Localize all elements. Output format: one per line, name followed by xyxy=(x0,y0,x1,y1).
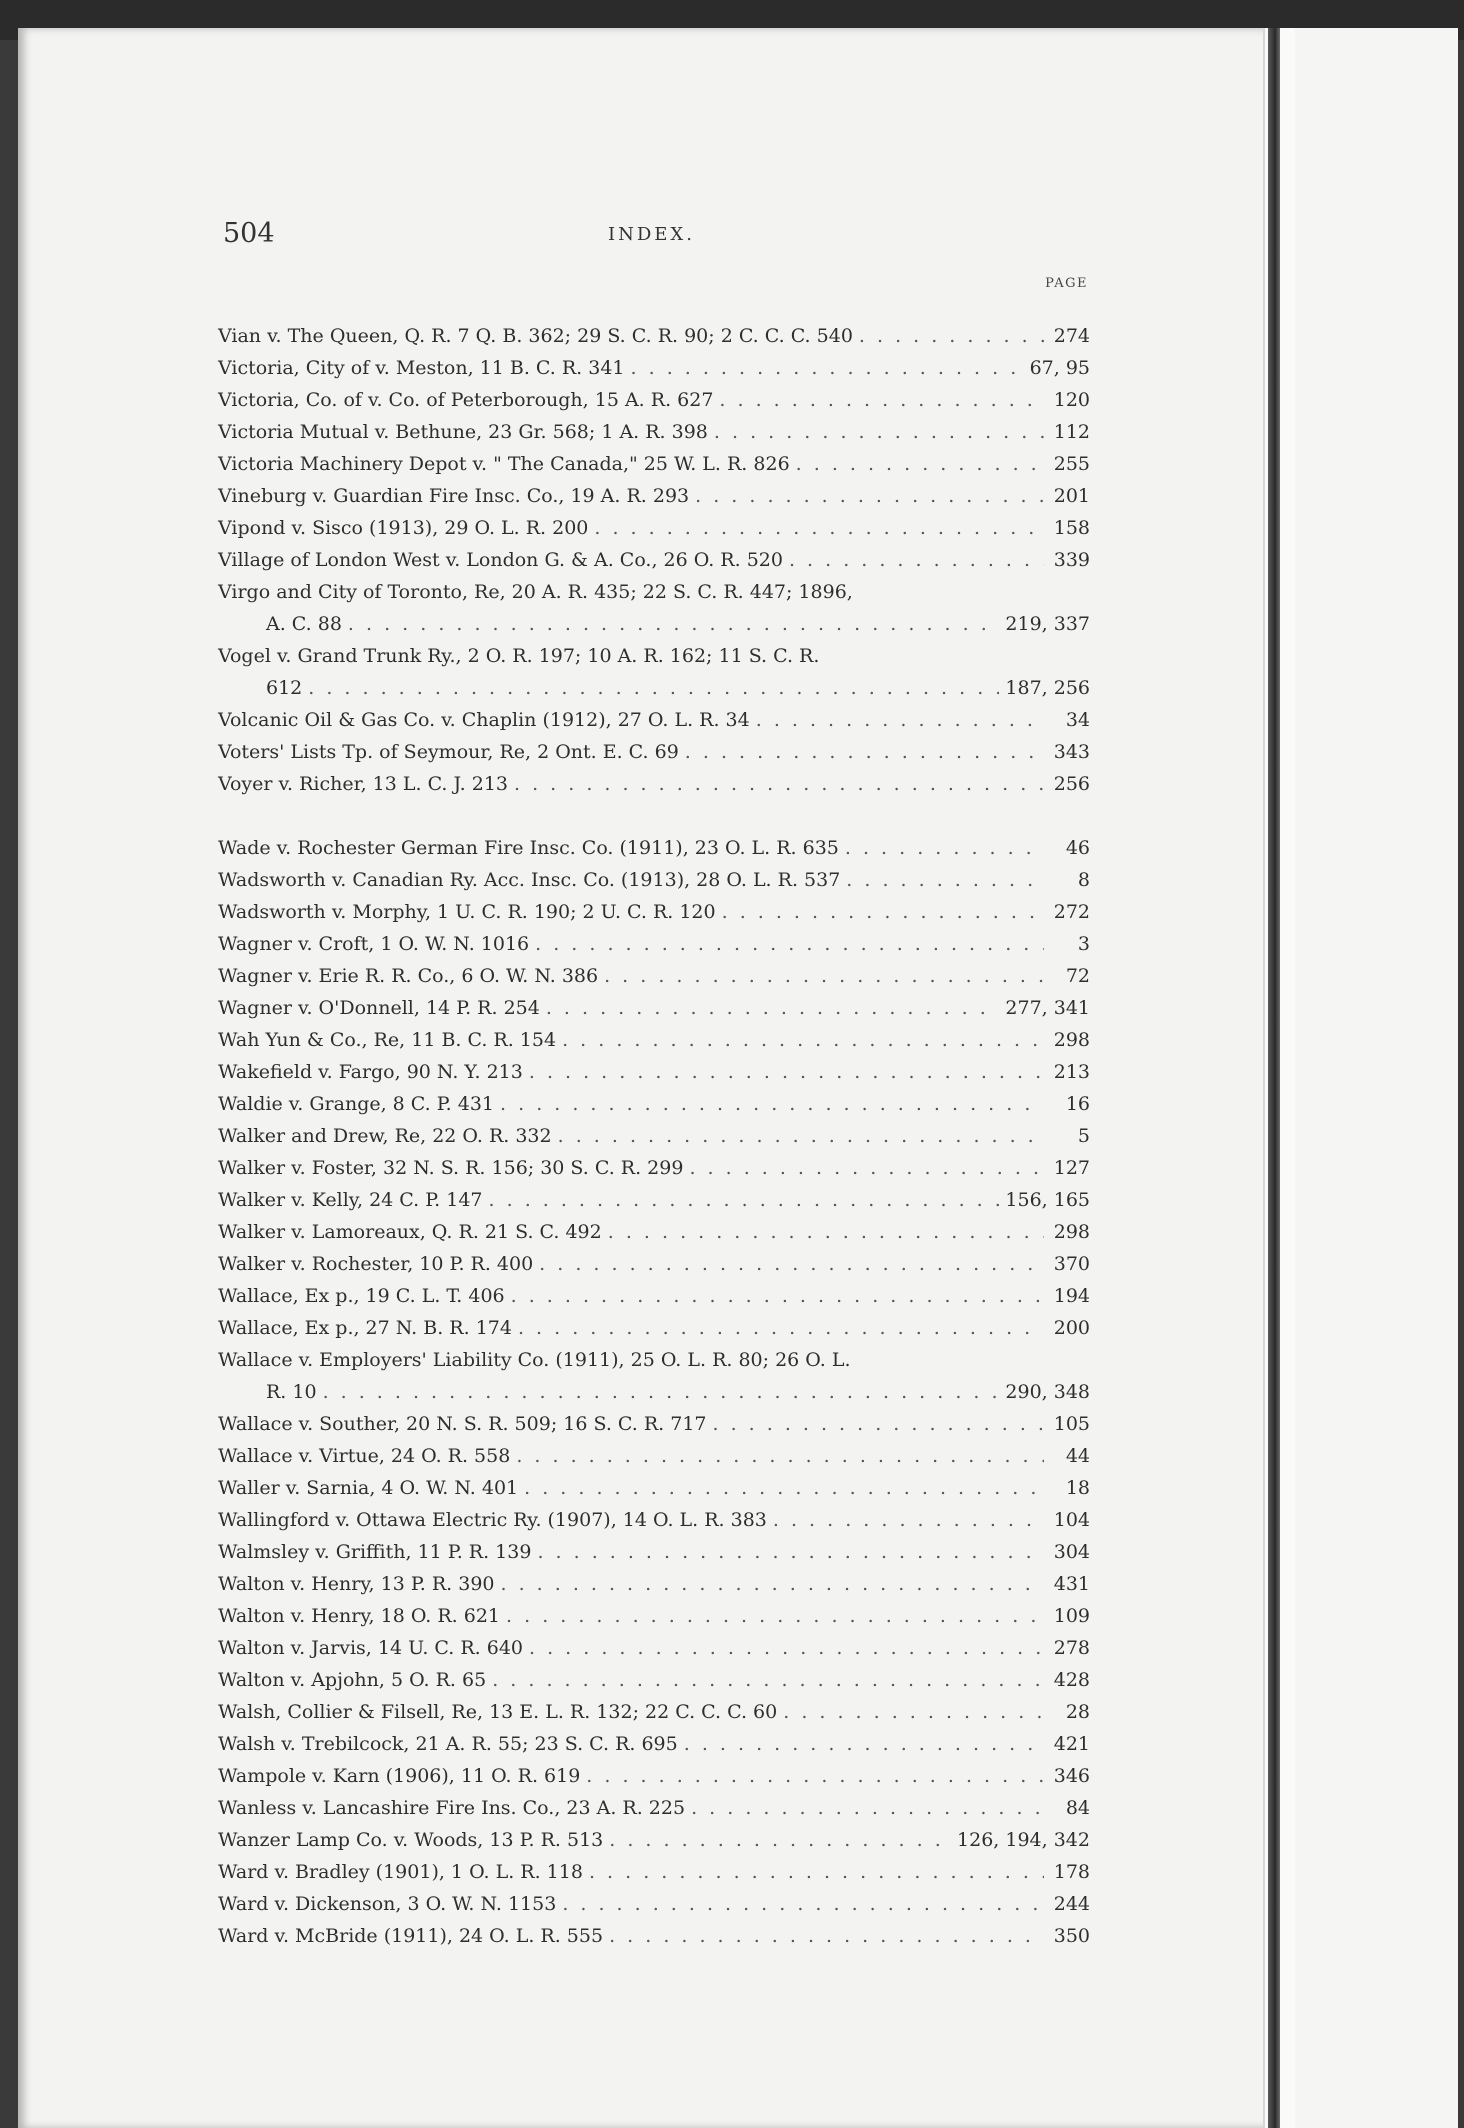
entry-page-refs: 187, 256 xyxy=(1005,677,1090,699)
index-entry xyxy=(218,480,1090,512)
entry-page-refs: 158 xyxy=(1053,517,1090,539)
facing-page-edge xyxy=(1295,28,1458,2128)
index-entry xyxy=(218,1760,1090,1792)
index-entry-continuation xyxy=(218,608,1090,640)
leader-dots xyxy=(714,416,1044,448)
index-entry xyxy=(218,1056,1090,1088)
index-entry xyxy=(218,960,1090,992)
leader-dots xyxy=(859,320,1044,352)
index-entry xyxy=(218,320,1090,352)
leader-dots xyxy=(631,352,1024,384)
entry-title: Waldie v. Grange, 8 C. P. 431 xyxy=(218,1093,495,1115)
index-entry xyxy=(218,992,1090,1024)
entry-title: Voyer v. Richer, 13 L. C. J. 213 xyxy=(218,773,508,795)
leader-dots xyxy=(608,1216,1044,1248)
index-entry xyxy=(218,576,1090,608)
leader-dots xyxy=(586,1760,1044,1792)
leader-dots xyxy=(489,1184,1000,1216)
leader-dots xyxy=(695,480,1044,512)
leader-dots xyxy=(308,672,999,704)
entry-title: Walsh, Collier & Filsell, Re, 13 E. L. R. 132; 22 C. C. C. 60 xyxy=(218,1701,778,1723)
entry-title: Vian v. The Queen, Q. R. 7 Q. B. 362; 29 S. C. R. 90; 2 C. C. C. 540 xyxy=(218,325,853,347)
entry-title: Wagner v. Croft, 1 O. W. N. 1016 xyxy=(218,933,530,955)
index-entry xyxy=(218,1024,1090,1056)
entry-page-refs: 298 xyxy=(1053,1029,1090,1051)
entry-page-refs: 16 xyxy=(1065,1093,1090,1115)
leader-dots xyxy=(589,1856,1044,1888)
entry-title: Wadsworth v. Morphy, 1 U. C. R. 190; 2 U. C. R. 120 xyxy=(218,901,716,923)
entry-page-refs: 277, 341 xyxy=(1005,997,1090,1019)
entry-title: Wadsworth v. Canadian Ry. Acc. Insc. Co. (1913), 28 O. L. R. 537 xyxy=(218,869,841,891)
running-title: INDEX. xyxy=(608,224,695,245)
index-entry xyxy=(218,1536,1090,1568)
index-entry xyxy=(218,1728,1090,1760)
entry-title-continued: 612 xyxy=(266,677,303,699)
entry-page-refs: 120 xyxy=(1053,389,1090,411)
index-entry xyxy=(218,1792,1090,1824)
entry-title: Walton v. Henry, 13 P. R. 390 xyxy=(218,1573,495,1595)
entry-page-refs: 200 xyxy=(1053,1317,1090,1339)
leader-dots xyxy=(529,1056,1044,1088)
leader-dots xyxy=(594,512,1044,544)
index-entry xyxy=(218,352,1090,384)
index-entry xyxy=(218,896,1090,928)
book-page xyxy=(18,28,1458,2128)
entry-title: Village of London West v. London G. & A. Co., 26 O. R. 520 xyxy=(218,549,783,571)
leader-dots xyxy=(558,1120,1044,1152)
entry-title: Wallace v. Souther, 20 N. S. R. 509; 16 S. C. R. 717 xyxy=(218,1413,707,1435)
entry-title: Ward v. Dickenson, 3 O. W. N. 1153 xyxy=(218,1893,557,1915)
leader-dots xyxy=(756,704,1044,736)
entry-page-refs: 104 xyxy=(1053,1509,1090,1531)
index-entry xyxy=(218,704,1090,736)
entry-page-refs: 156, 165 xyxy=(1005,1189,1090,1211)
entry-page-refs: 274 xyxy=(1053,325,1090,347)
leader-dots xyxy=(846,864,1044,896)
entry-title: Walker v. Kelly, 24 C. P. 147 xyxy=(218,1189,483,1211)
entry-title: Wagner v. O'Donnell, 14 P. R. 254 xyxy=(218,997,540,1019)
index-entry xyxy=(218,640,1090,672)
leader-dots xyxy=(713,1408,1045,1440)
index-entry xyxy=(218,544,1090,576)
index-entry xyxy=(218,1824,1090,1856)
entry-page-refs: 350 xyxy=(1053,1925,1090,1947)
leader-dots xyxy=(537,1536,1044,1568)
leader-dots xyxy=(348,608,999,640)
entry-title: Walker v. Foster, 32 N. S. R. 156; 30 S. C. R. 299 xyxy=(218,1157,684,1179)
entry-title: Wanless v. Lancashire Fire Ins. Co., 23 A. R. 225 xyxy=(218,1797,686,1819)
leader-dots xyxy=(609,1920,1044,1952)
entry-page-refs: 18 xyxy=(1065,1477,1090,1499)
entry-title: Walton v. Henry, 18 O. R. 621 xyxy=(218,1605,501,1627)
entry-page-refs: 298 xyxy=(1053,1221,1090,1243)
leader-dots xyxy=(539,1248,1044,1280)
entry-title: Ward v. McBride (1911), 24 O. L. R. 555 xyxy=(218,1925,604,1947)
leader-dots xyxy=(722,896,1044,928)
leader-dots xyxy=(562,1888,1044,1920)
entry-title: Volcanic Oil & Gas Co. v. Chaplin (1912), 27 O. L. R. 34 xyxy=(218,709,750,731)
index-entry xyxy=(218,1664,1090,1696)
index-entry xyxy=(218,1632,1090,1664)
entry-page-refs: 84 xyxy=(1065,1797,1090,1819)
entry-page-refs: 44 xyxy=(1065,1445,1090,1467)
leader-dots xyxy=(684,1728,1044,1760)
entry-title: Walker and Drew, Re, 22 O. R. 332 xyxy=(218,1125,552,1147)
leader-dots xyxy=(516,1440,1044,1472)
entry-title: Victoria, City of v. Meston, 11 B. C. R. 341 xyxy=(218,357,625,379)
entry-page-refs: 126, 194, 342 xyxy=(957,1829,1090,1851)
entry-page-refs: 339 xyxy=(1053,549,1090,571)
entry-page-refs: 3 xyxy=(1077,933,1090,955)
entry-page-refs: 109 xyxy=(1053,1605,1090,1627)
entry-title: Walsh v. Trebilcock, 21 A. R. 55; 23 S. C. R. 695 xyxy=(218,1733,678,1755)
entry-title: Walker v. Lamoreaux, Q. R. 21 S. C. 492 xyxy=(218,1221,602,1243)
index-entry xyxy=(218,736,1090,768)
index-entry xyxy=(218,1184,1090,1216)
entry-page-refs: 67, 95 xyxy=(1029,357,1090,379)
index-entry xyxy=(218,1504,1090,1536)
index-entry-continuation xyxy=(218,672,1090,704)
index-entry xyxy=(218,1920,1090,1952)
index-entry xyxy=(218,1568,1090,1600)
index-entry xyxy=(218,864,1090,896)
entry-page-refs: 127 xyxy=(1053,1157,1090,1179)
entry-title: Wallace v. Virtue, 24 O. R. 558 xyxy=(218,1445,511,1467)
index-entry-continuation xyxy=(218,1376,1090,1408)
entry-title: Victoria, Co. of v. Co. of Peterborough, 15 A. R. 627 xyxy=(218,389,714,411)
entry-title: Victoria Mutual v. Bethune, 23 Gr. 568; 1 A. R. 398 xyxy=(218,421,708,443)
entry-title: Walton v. Apjohn, 5 O. R. 65 xyxy=(218,1669,487,1691)
leader-dots xyxy=(562,1024,1044,1056)
index-entry xyxy=(218,928,1090,960)
entry-title: Ward v. Bradley (1901), 1 O. L. R. 118 xyxy=(218,1861,583,1883)
leader-dots xyxy=(518,1312,1044,1344)
entry-page-refs: 72 xyxy=(1065,965,1090,987)
leader-dots xyxy=(514,768,1044,800)
entry-title: Wakefield v. Fargo, 90 N. Y. 213 xyxy=(218,1061,523,1083)
entry-page-refs: 8 xyxy=(1077,869,1090,891)
leader-dots xyxy=(323,1376,1000,1408)
index-entry xyxy=(218,1888,1090,1920)
index-entry xyxy=(218,1440,1090,1472)
leader-dots xyxy=(719,384,1044,416)
entry-page-refs: 213 xyxy=(1053,1061,1090,1083)
page-number: 504 xyxy=(223,218,275,249)
entry-title: Voters' Lists Tp. of Seymour, Re, 2 Ont. E. C. 69 xyxy=(218,741,679,763)
entry-title-continued: A. C. 88 xyxy=(266,613,342,635)
entry-title-continued: R. 10 xyxy=(266,1381,317,1403)
entry-page-refs: 304 xyxy=(1053,1541,1090,1563)
leader-dots xyxy=(511,1280,1044,1312)
entry-title: Wallace, Ex p., 27 N. B. R. 174 xyxy=(218,1317,512,1339)
leader-dots xyxy=(685,736,1044,768)
entry-title: Wallace, Ex p., 19 C. L. T. 406 xyxy=(218,1285,505,1307)
entry-title: Wanzer Lamp Co. v. Woods, 13 P. R. 513 xyxy=(218,1829,604,1851)
index-entry xyxy=(218,1120,1090,1152)
leader-dots xyxy=(506,1600,1044,1632)
entry-page-refs: 346 xyxy=(1053,1765,1090,1787)
entry-page-refs: 201 xyxy=(1053,485,1090,507)
index-entry xyxy=(218,1152,1090,1184)
entry-page-refs: 272 xyxy=(1053,901,1090,923)
entry-page-refs: 278 xyxy=(1053,1637,1090,1659)
entry-page-refs: 370 xyxy=(1053,1253,1090,1275)
index-entries xyxy=(218,320,1090,1952)
entry-title: Walton v. Jarvis, 14 U. C. R. 640 xyxy=(218,1637,524,1659)
leader-dots xyxy=(492,1664,1044,1696)
entry-page-refs: 256 xyxy=(1053,773,1090,795)
entry-page-refs: 5 xyxy=(1077,1125,1090,1147)
index-entry xyxy=(218,1344,1090,1376)
leader-dots xyxy=(604,960,1044,992)
leader-dots xyxy=(535,928,1044,960)
entry-title: Wampole v. Karn (1906), 11 O. R. 619 xyxy=(218,1765,581,1787)
group-separator xyxy=(218,800,1090,832)
entry-page-refs: 105 xyxy=(1053,1413,1090,1435)
index-entry xyxy=(218,832,1090,864)
entry-title: Vogel v. Grand Trunk Ry., 2 O. R. 197; 10 A. R. 162; 11 S. C. R. xyxy=(218,645,820,667)
index-entry xyxy=(218,1856,1090,1888)
entry-page-refs: 428 xyxy=(1053,1669,1090,1691)
entry-page-refs: 34 xyxy=(1065,709,1090,731)
index-entry xyxy=(218,1408,1090,1440)
entry-title: Waller v. Sarnia, 4 O. W. N. 401 xyxy=(218,1477,519,1499)
index-entry xyxy=(218,416,1090,448)
index-entry xyxy=(218,1696,1090,1728)
index-entry xyxy=(218,1312,1090,1344)
index-entry xyxy=(218,768,1090,800)
leader-dots xyxy=(796,448,1044,480)
entry-title: Wade v. Rochester German Fire Insc. Co. (1911), 23 O. L. R. 635 xyxy=(218,837,839,859)
leader-dots xyxy=(609,1824,951,1856)
entry-page-refs: 46 xyxy=(1065,837,1090,859)
index-entry xyxy=(218,1088,1090,1120)
leader-dots xyxy=(524,1472,1044,1504)
entry-page-refs: 194 xyxy=(1053,1285,1090,1307)
index-entry xyxy=(218,384,1090,416)
leader-dots xyxy=(529,1632,1044,1664)
entry-title: Wallace v. Employers' Liability Co. (1911), 25 O. L. R. 80; 26 O. L. xyxy=(218,1349,851,1371)
entry-title: Vipond v. Sisco (1913), 29 O. L. R. 200 xyxy=(218,517,589,539)
entry-title: Walker v. Rochester, 10 P. R. 400 xyxy=(218,1253,534,1275)
entry-page-refs: 219, 337 xyxy=(1005,613,1090,635)
index-entry xyxy=(218,1280,1090,1312)
entry-title: Virgo and City of Toronto, Re, 20 A. R. 435; 22 S. C. R. 447; 1896, xyxy=(218,581,853,603)
leader-dots xyxy=(689,1152,1044,1184)
entry-title: Vineburg v. Guardian Fire Insc. Co., 19 A. R. 293 xyxy=(218,485,690,507)
leader-dots xyxy=(845,832,1044,864)
leader-dots xyxy=(500,1088,1044,1120)
page-header xyxy=(18,218,1458,258)
page-column-label: PAGE xyxy=(1045,276,1088,291)
entry-title: Victoria Machinery Depot v. " The Canada," 25 W. L. R. 826 xyxy=(218,453,790,475)
entry-page-refs: 290, 348 xyxy=(1005,1381,1090,1403)
entry-title: Wallingford v. Ottawa Electric Ry. (1907), 14 O. L. R. 383 xyxy=(218,1509,767,1531)
leader-dots xyxy=(691,1792,1044,1824)
index-entry xyxy=(218,512,1090,544)
entry-page-refs: 28 xyxy=(1065,1701,1090,1723)
entry-page-refs: 178 xyxy=(1053,1861,1090,1883)
leader-dots xyxy=(501,1568,1045,1600)
entry-title: Wah Yun & Co., Re, 11 B. C. R. 154 xyxy=(218,1029,557,1051)
entry-page-refs: 431 xyxy=(1053,1573,1090,1595)
index-entry xyxy=(218,1216,1090,1248)
entry-page-refs: 244 xyxy=(1053,1893,1090,1915)
index-entry xyxy=(218,1472,1090,1504)
entry-page-refs: 112 xyxy=(1053,421,1090,443)
entry-title: Walmsley v. Griffith, 11 P. R. 139 xyxy=(218,1541,532,1563)
index-entry xyxy=(218,1600,1090,1632)
index-entry xyxy=(218,1248,1090,1280)
binding-shadow xyxy=(1268,28,1280,2128)
index-entry xyxy=(218,448,1090,480)
leader-dots xyxy=(773,1504,1044,1536)
entry-title: Wagner v. Erie R. R. Co., 6 O. W. N. 386 xyxy=(218,965,599,987)
entry-page-refs: 343 xyxy=(1053,741,1090,763)
leader-dots xyxy=(783,1696,1044,1728)
entry-page-refs: 421 xyxy=(1053,1733,1090,1755)
entry-page-refs: 255 xyxy=(1053,453,1090,475)
leader-dots xyxy=(789,544,1044,576)
leader-dots xyxy=(546,992,1000,1024)
